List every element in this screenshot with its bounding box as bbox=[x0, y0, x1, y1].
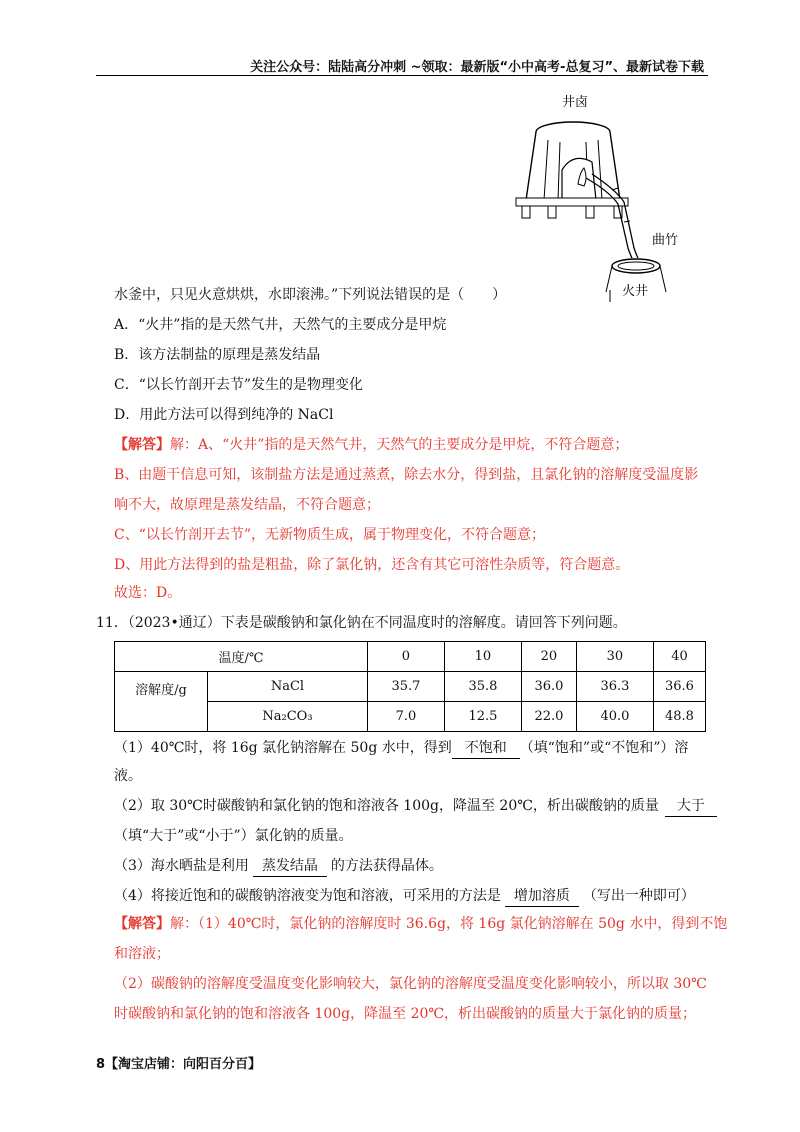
answer-text: 解：A、“火井”指的是天然气井，天然气的主要成分是甲烷，不符合题意； bbox=[170, 437, 629, 453]
solubility-table bbox=[114, 641, 706, 732]
table-cell: 40.0 bbox=[576, 702, 653, 732]
table-cell-substance: NaCl bbox=[208, 672, 368, 702]
q10-answer-line: B、由题干信息可知，该制盐方法是通过蒸煮，除去水分，得到盐，且氯化钠的溶解度受温度影 bbox=[114, 467, 699, 483]
q10-answer-line: 响不大，故原理是蒸发结晶，不符合题意； bbox=[114, 497, 380, 513]
q11-part3-text: 的方法获得晶体。 bbox=[330, 858, 443, 874]
table-cell: 36.3 bbox=[576, 672, 653, 702]
q10-answer-line bbox=[114, 435, 628, 455]
q11-part1 bbox=[114, 738, 688, 759]
answer-tag: 【解答】 bbox=[114, 437, 170, 453]
q10-answer-line: 故选：D。 bbox=[114, 585, 182, 601]
q10-answer-line: C、“以长竹剖开去节”，无新物质生成，属于物理变化，不符合题意； bbox=[114, 527, 546, 543]
table-header-cell: 30 bbox=[576, 642, 653, 672]
answer-tag: 【解答】 bbox=[114, 916, 170, 932]
q11-answer-line bbox=[114, 914, 727, 934]
table-header-cell: 0 bbox=[367, 642, 444, 672]
q11-part3 bbox=[114, 856, 443, 877]
q11-part3-text: （3）海水晒盐是利用 bbox=[114, 858, 249, 874]
q11-part2 bbox=[114, 796, 717, 817]
page-header: 关注公众号：陆陆高分冲刺 ~领取：最新版“小中高考-总复习”、最新试卷下载 bbox=[250, 60, 704, 75]
q11-part4-blank: 增加溶质 bbox=[505, 886, 579, 907]
q11-answer-line: 时碳酸钠和氯化钠的饱和溶液各 100g，降温至 20℃，析出碳酸钠的质量大于氯化钠的质量； bbox=[114, 1006, 697, 1022]
table-header-cell: 20 bbox=[521, 642, 576, 672]
table-row bbox=[115, 642, 706, 672]
q10-stem-tail: 水釜中，只见火意烘烘，水即滚沸。”下列说法错误的是（ ） bbox=[114, 287, 507, 303]
table-cell: 22.0 bbox=[521, 702, 576, 732]
figure-label-bamboo: 曲竹 bbox=[652, 233, 679, 248]
table-cell: 36.0 bbox=[521, 672, 576, 702]
q11-part4 bbox=[114, 886, 695, 907]
page-footer: 8【淘宝店铺：向阳百分百】 bbox=[96, 1057, 262, 1072]
q11-part1-blank: 不饱和 bbox=[452, 738, 520, 759]
q10-option-d: D．用此方法可以得到纯净的 NaCl bbox=[114, 407, 334, 423]
q11-part4-text: （4）将接近饱和的碳酸钠溶液变为饱和溶液，可采用的方法是 bbox=[114, 888, 501, 904]
figure-label-brine: 井卤 bbox=[562, 95, 589, 110]
header-divider bbox=[96, 75, 708, 76]
table-header-temp: 温度/℃ bbox=[115, 642, 368, 672]
table-cell: 35.8 bbox=[444, 672, 521, 702]
q11-part2-text: （2）取 30℃时碳酸钠和氯化钠的饱和溶液各 100g，降温至 20℃，析出碳酸钠的质量 bbox=[114, 798, 659, 814]
table-header-cell: 40 bbox=[653, 642, 705, 672]
q10-answer-line: D、用此方法得到的盐是粗盐，除了氯化钠，还含有其它可溶性杂质等，符合题意。 bbox=[114, 557, 630, 573]
table-row-label: 溶解度/g bbox=[115, 672, 208, 732]
q10-option-a: A．“火井”指的是天然气井，天然气的主要成分是甲烷 bbox=[114, 317, 447, 333]
answer-text: 解：（1）40℃时，氯化钠的溶解度时 36.6g，将 16g 氯化钠溶解在 50g 水中，得到不饱 bbox=[170, 916, 728, 932]
q11-stem: 11．（2023•通辽）下表是碳酸钠和氯化钠在不同温度时的溶解度。请回答下列问题。 bbox=[96, 615, 627, 631]
q11-part1-text: （填“饱和”或“不饱和”）溶 bbox=[519, 740, 689, 756]
table-header-cell: 10 bbox=[444, 642, 521, 672]
q11-part2-cont: （填“大于”或“小于”）氯化钠的质量。 bbox=[114, 828, 353, 844]
table-cell: 48.8 bbox=[653, 702, 705, 732]
q11-part4-text: （写出一种即可） bbox=[582, 888, 695, 904]
salt-well-illustration bbox=[500, 92, 700, 312]
table-cell: 7.0 bbox=[367, 702, 444, 732]
q10-option-c: C．“以长竹剖开去节”发生的是物理变化 bbox=[114, 377, 364, 393]
q10-option-b: B．该方法制盐的原理是蒸发结晶 bbox=[114, 347, 321, 363]
table-cell: 35.7 bbox=[367, 672, 444, 702]
table-row bbox=[115, 672, 706, 702]
q11-answer-line: 和溶液； bbox=[114, 946, 170, 962]
q11-part2-blank: 大于 bbox=[665, 796, 717, 817]
table-cell: 12.5 bbox=[444, 702, 521, 732]
q11-part1-cont: 液。 bbox=[114, 768, 142, 784]
q11-answer-line: （2）碳酸钠的溶解度受温度变化影响较大，氯化钠的溶解度受温度变化影响较小，所以取 30℃ bbox=[114, 976, 707, 992]
table-cell: 36.6 bbox=[653, 672, 705, 702]
q11-part3-blank: 蒸发结晶 bbox=[253, 856, 327, 877]
q11-part1-text: （1）40℃时，将 16g 氯化钠溶解在 50g 水中，得到 bbox=[114, 740, 452, 756]
figure-label-firewell: 火井 bbox=[622, 284, 649, 299]
table-cell-substance: Na₂CO₃ bbox=[208, 702, 368, 732]
